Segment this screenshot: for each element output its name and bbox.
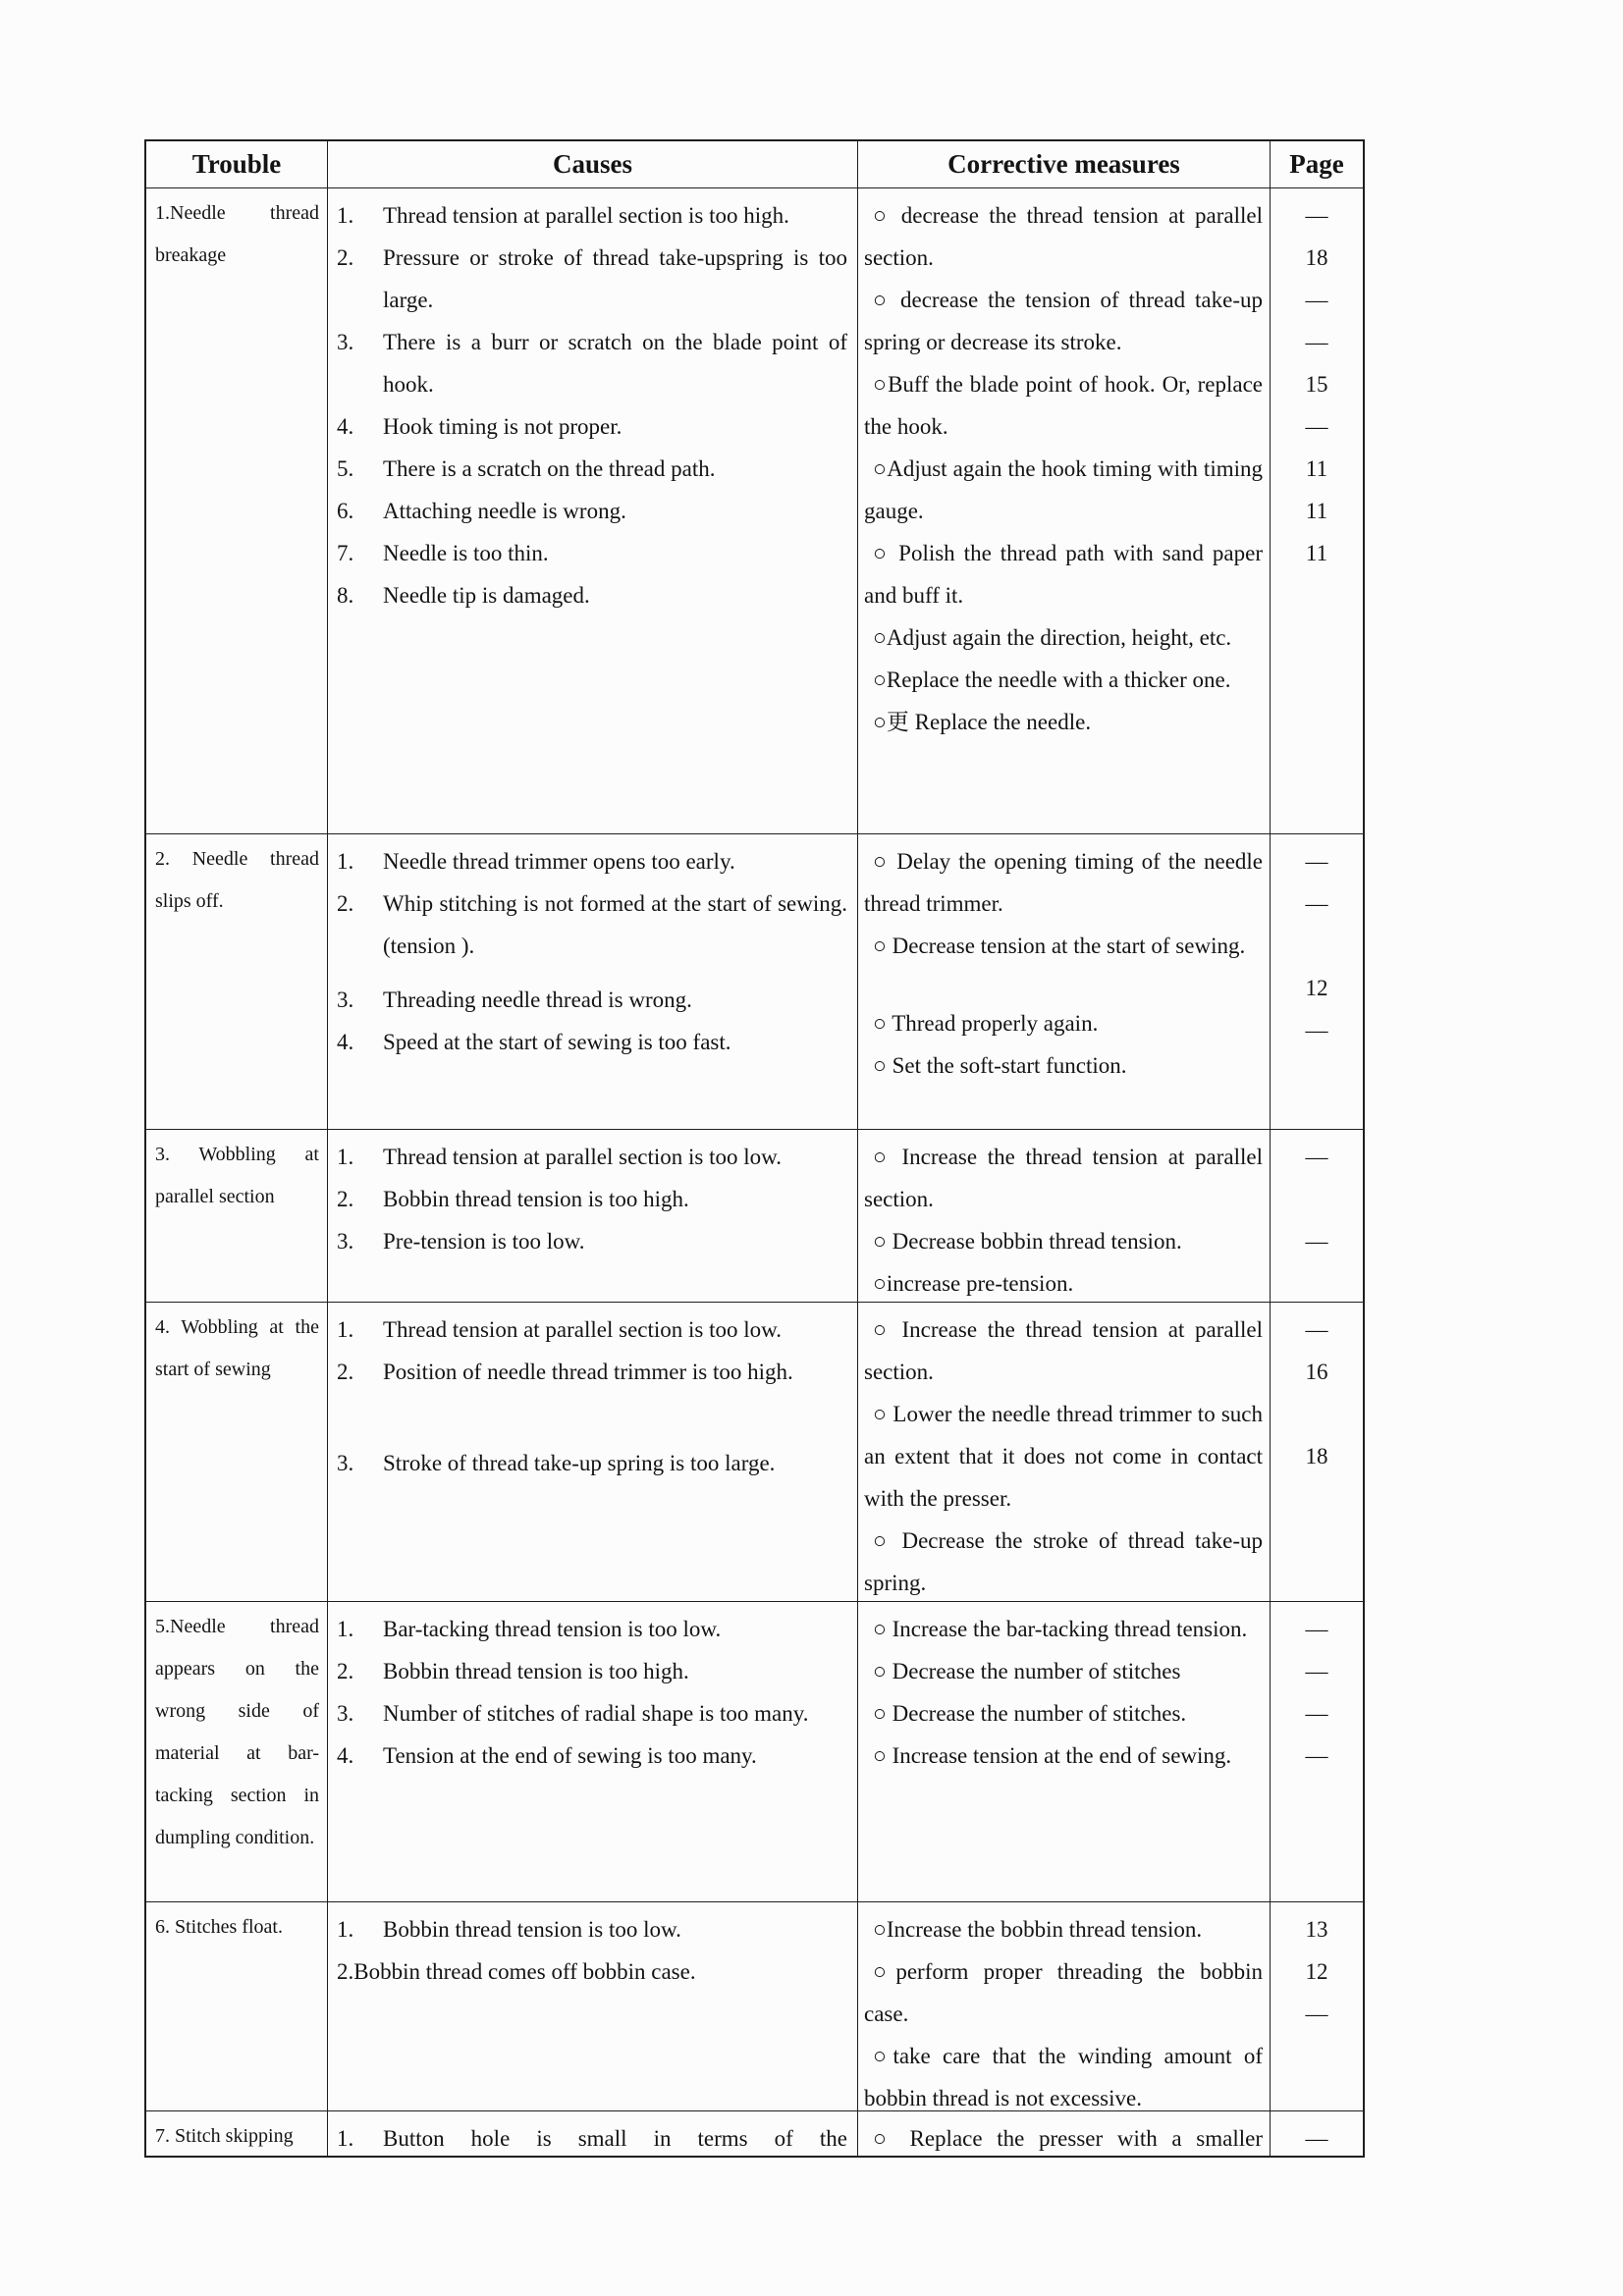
table-row [146,2111,1363,2156]
cause-text: Thread tension at parallel section is too high. [383,203,789,228]
page-value: — [1305,1701,1328,1726]
page-value: — [1305,891,1328,916]
cause-text: There is a burr or scratch on the blade point of hook. [383,330,847,397]
cause-item [337,1650,847,1692]
corrective-item: ○ Replace the presser with a smaller [873,2126,1263,2151]
corrective-cell [858,1303,1271,1601]
page-blank-line [1271,1393,1363,1435]
cause-text: Bar-tacking thread tension is too low. [383,1617,722,1641]
causes-cell [328,1602,858,1901]
corrective-item: ○ Decrease the stroke of thread take-up spring. [864,1528,1263,1595]
page-value: 12 [1305,976,1328,1000]
corrective-cell [858,1602,1271,1901]
corrective-item: ○ Decrease the number of stitches [873,1659,1181,1683]
page-blank-line [1271,925,1363,967]
cause-text: There is a scratch on the thread path. [383,456,716,481]
cause-item [337,1950,847,1993]
corrective-item: ○更 Replace the needle. [873,710,1092,734]
cause-text: Bobbin thread tension is too low. [383,1917,681,1942]
cause-number: 3. [337,1451,354,1475]
corrective-item: ○perform proper threading the bobbin case. [864,1959,1263,2026]
cause-item [337,490,847,532]
page-value: — [1305,849,1328,874]
table-row [146,1902,1363,2111]
page-value: — [1305,2002,1328,2026]
cause-item [337,1308,847,1351]
cause-item [337,979,847,1021]
cause-item [337,840,847,882]
cause-number: 1. [337,2126,354,2151]
corrective-item: ○Adjust again the direction, height, etc. [873,625,1232,650]
page-value: — [1305,1317,1328,1342]
corrective-item: ○Replace the needle with a thicker one. [873,667,1231,692]
corrective-item: ○ Increase tension at the end of sewing. [873,1743,1232,1768]
cause-item [337,574,847,616]
cause-item [337,1608,847,1650]
cause-number: 3. [337,988,354,1012]
cause-number: 1. [337,849,354,874]
troubleshooting-table [144,139,1365,2158]
trouble-text: 4. Wobbling at the start of sewing [155,1316,319,1380]
corrective-item: ○ Set the soft-start function. [873,1053,1127,1078]
page-value: 13 [1305,1917,1328,1942]
cause-item [337,194,847,237]
corrective-item: ○ Delay the opening timing of the needle thread trimmer. [864,849,1263,916]
page-value: 16 [1305,1360,1328,1384]
page-value: — [1305,1229,1328,1254]
page-value: 18 [1305,245,1328,270]
cause-number: 6. [337,499,354,523]
trouble-cell [146,1130,328,1302]
cause-text: Tension at the end of sewing is too many. [383,1743,757,1768]
page-cell [1271,1130,1363,1302]
trouble-cell [146,1303,328,1601]
corrective-item: ○ Decrease the number of stitches. [873,1701,1187,1726]
cause-number: 1. [337,203,354,228]
trouble-text: 2. Needle thread slips off. [155,848,319,912]
page-cell [1271,1902,1363,2110]
corrective-cell [858,188,1271,833]
page-value: — [1305,203,1328,228]
cause-text: Threading needle thread is wrong. [383,988,692,1012]
cause-number: 2. [337,891,354,916]
cause-text: Pre-tension is too low. [383,1229,585,1254]
cause-text: Needle is too thin. [383,541,549,565]
corrective-cell [858,834,1271,1129]
header-causes: Causes [328,141,858,187]
page-value: — [1305,1659,1328,1683]
corrective-item: ○ Decrease bobbin thread tension. [873,1229,1182,1254]
corrective-cell [858,2111,1271,2156]
cause-item [337,1021,847,1063]
cause-number: 2. [337,245,354,270]
cause-item [337,1735,847,1777]
page-cell [1271,1602,1363,1901]
cause-number: 2. [337,1659,354,1683]
cause-text: Bobbin thread tension is too high. [383,1187,689,1211]
causes-cell [328,1303,858,1601]
corrective-item: ○ Lower the needle thread trimmer to such an extent that it does not come in contact with the presser. [864,1402,1263,1511]
cause-text: 2.Bobbin thread comes off bobbin case. [337,1959,696,1984]
corrective-item: ○ decrease the tension of thread take-up spring or decrease its stroke. [864,288,1263,354]
cause-number: 4. [337,1030,354,1054]
cause-number: 3. [337,330,354,354]
cause-number: 8. [337,583,354,608]
cause-number: 5. [337,456,354,481]
trouble-text: 3. Wobbling at parallel section [155,1144,319,1207]
page-value: — [1305,1018,1328,1042]
page-value: — [1305,2126,1328,2151]
page-value: — [1305,1145,1328,1169]
cause-item [337,237,847,321]
corrective-item: ○ Increase the thread tension at parallel section. [864,1145,1263,1211]
page-value: — [1305,1743,1328,1768]
trouble-text: 5.Needle thread appears on the wrong side of material at bar-tacking section in dumpling condition. [155,1616,319,1848]
cause-item [337,1442,847,1484]
cause-item [337,1178,847,1220]
causes-cell [328,2111,858,2156]
page-value: 11 [1305,541,1328,565]
header-corrective-measures: Corrective measures [858,141,1271,187]
corrective-item: ○ Increase the bar-tacking thread tension. [873,1617,1248,1641]
causes-cell [328,1130,858,1302]
cause-number: 4. [337,1743,354,1768]
cause-item [337,448,847,490]
trouble-cell [146,1902,328,2110]
corrective-item: ○Adjust again the hook timing with timing gauge. [864,456,1263,523]
header-page: Page [1289,149,1344,179]
page-value: — [1305,1617,1328,1641]
causes-cell [328,1902,858,2110]
corrective-item: ○ Polish the thread path with sand paper and buff it. [864,541,1263,608]
table-row [146,188,1363,834]
cause-text: Needle thread trimmer opens too early. [383,849,735,874]
trouble-text: 1.Needle thread breakage [155,202,319,266]
cause-number: 4. [337,414,354,439]
cause-text: Whip stitching is not formed at the start of sewing.(tension ). [383,891,847,958]
trouble-text: 7. Stitch skipping [155,2125,294,2147]
corrective-item: ○Buff the blade point of hook. Or, replace the hook. [864,372,1263,439]
cause-text: Hook timing is not proper. [383,414,622,439]
page-value: 11 [1305,456,1328,481]
corrective-item: ○ Increase the thread tension at parallel section. [864,1317,1263,1384]
cause-item [337,1220,847,1262]
page-cell [1271,834,1363,1129]
cause-item [337,405,847,448]
cause-number: 1. [337,1145,354,1169]
cause-number: 2. [337,1187,354,1211]
cause-number: 1. [337,1317,354,1342]
page-cell [1271,2111,1363,2156]
cause-text: Pressure or stroke of thread take-upspring is too large. [383,245,847,312]
trouble-cell [146,188,328,833]
cause-text: Thread tension at parallel section is too low. [383,1317,783,1342]
page-value: 11 [1305,499,1328,523]
cause-text: Speed at the start of sewing is too fast. [383,1030,731,1054]
page-value: — [1305,414,1328,439]
trouble-cell [146,2111,328,2156]
cause-item [337,1692,847,1735]
cause-item [337,882,847,967]
cause-number: 3. [337,1701,354,1726]
cause-item [337,321,847,405]
table-row [146,1602,1363,1902]
cause-text: Button hole is small in terms of the [383,2126,847,2151]
cause-item [337,1908,847,1950]
corrective-item: ○increase pre-tension. [873,1271,1074,1296]
cause-text: Stroke of thread take-up spring is too large. [383,1451,776,1475]
header-trouble: Trouble [146,141,328,187]
page-cell [1271,1303,1363,1601]
table-row [146,1303,1363,1602]
trouble-cell [146,834,328,1129]
page-cell [1271,188,1363,833]
cause-text: Attaching needle is wrong. [383,499,626,523]
table-body [146,188,1363,2156]
cause-text: Needle tip is damaged. [383,583,590,608]
cause-number: 1. [337,1917,354,1942]
cause-number: 7. [337,541,354,565]
causes-cell [328,188,858,833]
page-value: 12 [1305,1959,1328,1984]
cause-item [337,2117,847,2156]
corrective-item: ○take care that the winding amount of bobbin thread is not excessive. [864,2044,1263,2110]
corrective-cell [858,1902,1271,2110]
corrective-item: ○ Thread properly again. [873,1011,1099,1036]
page-value: — [1305,330,1328,354]
cause-text: Bobbin thread tension is too high. [383,1659,689,1683]
table-header-row [146,141,1363,188]
page-value: 18 [1305,1444,1328,1468]
cause-number: 3. [337,1229,354,1254]
page-value: 15 [1305,372,1328,397]
corrective-item: ○ Decrease tension at the start of sewing. [873,934,1246,958]
table-row [146,834,1363,1130]
page-value: — [1305,288,1328,312]
cause-number: 2. [337,1360,354,1384]
table-row [146,1130,1363,1303]
corrective-item: ○Increase the bobbin thread tension. [873,1917,1203,1942]
trouble-text: 6. Stitches float. [155,1916,283,1938]
corrective-cell [858,1130,1271,1302]
cause-text: Thread tension at parallel section is too low. [383,1145,783,1169]
cause-text: Position of needle thread trimmer is too high. [383,1360,793,1384]
cause-item [337,532,847,574]
causes-cell [328,834,858,1129]
cause-text: Number of stitches of radial shape is too many. [383,1701,809,1726]
page-blank-line [1271,1178,1363,1220]
trouble-cell [146,1602,328,1901]
cause-item [337,1136,847,1178]
cause-number: 1. [337,1617,354,1641]
cause-item [337,1351,847,1393]
corrective-item: ○ decrease the thread tension at parallel section. [864,203,1263,270]
